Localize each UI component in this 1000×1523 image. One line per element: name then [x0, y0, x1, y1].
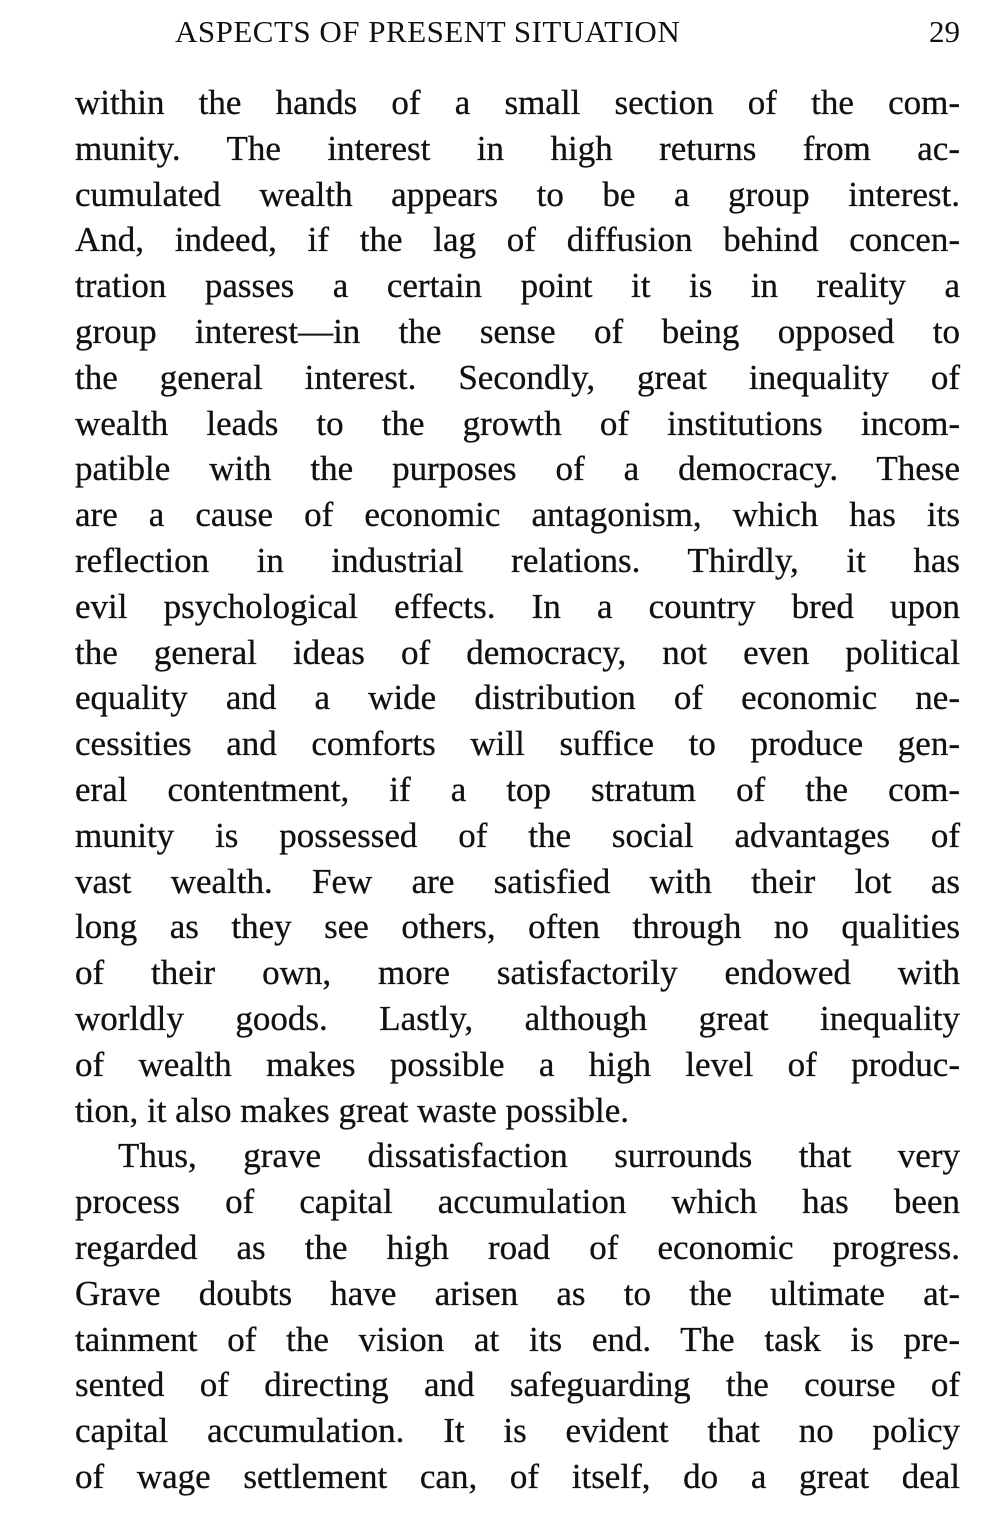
text-line: tainment of the vision at its end. The task is pre- [75, 1319, 960, 1359]
text-line: of wage settlement can, of itself, do a great deal [75, 1456, 960, 1496]
text-line: the general interest. Secondly, great inequality of [75, 357, 960, 397]
text-line: eral contentment, if a top stratum of the com- [75, 769, 960, 809]
running-title: ASPECTS OF PRESENT SITUATION [175, 14, 681, 49]
text-line: tration passes a certain point it is in reality a [75, 266, 960, 306]
text-line: cumulated wealth appears to be a group interest. [75, 174, 960, 214]
text-line: munity is possessed of the social advantages of [75, 815, 960, 855]
text-line: the general ideas of democracy, not even political [75, 632, 960, 672]
text-line: wealth leads to the growth of institutions incom- [75, 403, 960, 443]
text-line: reflection in industrial relations. Thirdly, it has [75, 540, 960, 580]
text-line: evil psychological effects. In a country bred upon [75, 586, 960, 626]
body-text [75, 80, 960, 1500]
text-line: long as they see others, often through no qualities [75, 907, 960, 947]
text-line: are a cause of economic antagonism, which has its [75, 495, 960, 535]
text-line: of their own, more satisfactorily endowed with [75, 953, 960, 993]
text-line: process of capital accumulation which has been [75, 1182, 960, 1222]
text-line: And, indeed, if the lag of diffusion behind concen- [75, 220, 960, 260]
text-line: worldly goods. Lastly, although great inequality [75, 998, 960, 1038]
text-line: equality and a wide distribution of economic ne- [75, 678, 960, 718]
text-line: munity. The interest in high returns from ac- [75, 128, 960, 168]
text-line: capital accumulation. It is evident that no policy [75, 1411, 960, 1451]
text-line: cessities and comforts will suffice to produce gen- [75, 724, 960, 764]
text-line: patible with the purposes of a democracy. These [75, 449, 960, 489]
text-line: tion, it also makes great waste possible. [75, 1090, 630, 1130]
page-header [75, 14, 960, 58]
text-line: sented of directing and safeguarding the course of [75, 1365, 960, 1405]
page-number: 29 [929, 14, 960, 49]
text-line: vast wealth. Few are satisfied with their lot as [75, 861, 960, 901]
text-line: regarded as the high road of economic progress. [75, 1227, 960, 1267]
text-line: of wealth makes possible a high level of produc- [75, 1044, 960, 1084]
text-line: within the hands of a small section of the com- [75, 83, 960, 122]
text-line: Thus, grave dissatisfaction surrounds that very [118, 1136, 960, 1176]
text-line: Grave doubts have arisen as to the ultimate at- [75, 1273, 960, 1313]
text-line: group interest—in the sense of being opposed to [75, 311, 960, 351]
